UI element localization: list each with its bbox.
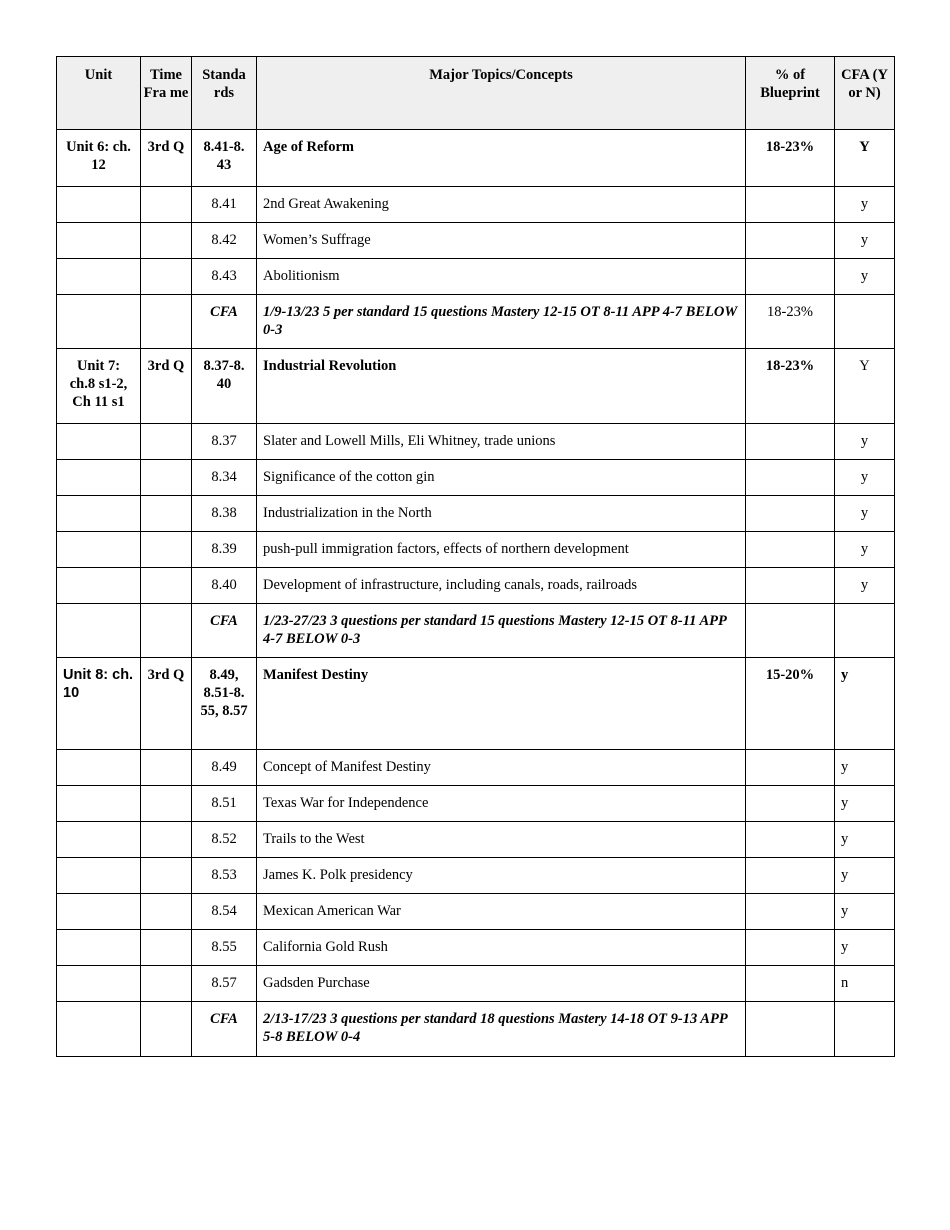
topic-cell: James K. Polk presidency [257,858,746,894]
time-frame-cell: 3rd Q [141,349,192,424]
cfa-cell: y [835,894,895,930]
cfa-cell: Y [835,349,895,424]
cfa-cell: y [835,858,895,894]
cfa-cell: y [835,532,895,568]
topic-cell: Manifest Destiny [257,658,746,750]
table-row [57,223,895,259]
cfa-row [57,1002,895,1057]
header-blueprint: % of Blueprint [746,57,835,130]
topic-cell: Abolitionism [257,259,746,295]
cfa-cell: y [835,223,895,259]
unit-cell: Unit 7: ch.8 s1-2, Ch 11 s1 [57,349,141,424]
topic-cell: California Gold Rush [257,930,746,966]
cfa-blueprint-cell: 18-23% [746,295,835,349]
topic-cell: Development of infrastructure, including canals, roads, railroads [257,568,746,604]
cfa-description-cell: 1/9-13/23 5 per standard 15 questions Mastery 12-15 OT 8-11 APP 4-7 BELOW 0-3 [257,295,746,349]
topic-cell: Age of Reform [257,130,746,187]
standard-cell: 8.42 [192,223,257,259]
table-row [57,750,895,786]
blueprint-cell: 18-23% [746,349,835,424]
cfa-cell: y [835,460,895,496]
standard-cell: 8.52 [192,822,257,858]
unit-cell: Unit 6: ch. 12 [57,130,141,187]
standard-cell: 8.54 [192,894,257,930]
topic-cell: Significance of the cotton gin [257,460,746,496]
topic-cell: Industrial Revolution [257,349,746,424]
curriculum-blueprint-table [56,56,895,1057]
standard-cell: 8.57 [192,966,257,1002]
standard-cell: 8.37 [192,424,257,460]
table-row [57,786,895,822]
header-cfa: CFA (Y or N) [835,57,895,130]
cfa-row [57,604,895,658]
topic-cell: 2nd Great Awakening [257,187,746,223]
cfa-blueprint-cell [746,1002,835,1057]
cfa-row [57,295,895,349]
topic-cell: Concept of Manifest Destiny [257,750,746,786]
standard-cell: 8.40 [192,568,257,604]
cfa-label-cell: CFA [192,295,257,349]
table-row [57,259,895,295]
unit-row [57,130,895,187]
standards-cell: 8.41-8. 43 [192,130,257,187]
table-row [57,424,895,460]
standard-cell: 8.49 [192,750,257,786]
topic-cell: push-pull immigration factors, effects of northern development [257,532,746,568]
cfa-blueprint-cell [746,604,835,658]
topic-cell: Slater and Lowell Mills, Eli Whitney, trade unions [257,424,746,460]
cfa-cell: Y [835,130,895,187]
topic-cell: Texas War for Independence [257,786,746,822]
cfa-label-cell: CFA [192,1002,257,1057]
standard-cell: 8.39 [192,532,257,568]
topic-cell: Mexican American War [257,894,746,930]
cfa-cell: y [835,750,895,786]
cfa-cell: y [835,822,895,858]
cfa-cell: y [835,786,895,822]
topic-cell: Trails to the West [257,822,746,858]
cfa-cell: y [835,187,895,223]
table-row [57,858,895,894]
header-row [57,57,895,130]
table-row [57,822,895,858]
unit-row [57,658,895,750]
topic-cell: Industrialization in the North [257,496,746,532]
standard-cell: 8.51 [192,786,257,822]
cfa-cell: y [835,658,895,750]
cfa-cell: y [835,259,895,295]
cfa-cell: y [835,496,895,532]
table-row [57,532,895,568]
cfa-description-cell: 1/23-27/23 3 questions per standard 15 questions Mastery 12-15 OT 8-11 APP 4-7 BELOW 0-3 [257,604,746,658]
standard-cell: 8.38 [192,496,257,532]
standard-cell: 8.43 [192,259,257,295]
table-row [57,496,895,532]
standard-cell: 8.55 [192,930,257,966]
cfa-cell: y [835,930,895,966]
table-row [57,187,895,223]
cfa-label-cell: CFA [192,604,257,658]
table-row [57,568,895,604]
standard-cell: 8.41 [192,187,257,223]
time-frame-cell: 3rd Q [141,658,192,750]
header-topics: Major Topics/Concepts [257,57,746,130]
table-row [57,930,895,966]
cfa-cell: y [835,568,895,604]
topic-cell: Gadsden Purchase [257,966,746,1002]
cfa-cell: y [835,424,895,460]
topic-cell: Women’s Suffrage [257,223,746,259]
unit-cell: Unit 8: ch. 10 [57,658,141,750]
table-row [57,966,895,1002]
blueprint-cell: 15-20% [746,658,835,750]
unit-row [57,349,895,424]
standards-cell: 8.37-8. 40 [192,349,257,424]
header-standards: Standa rds [192,57,257,130]
time-frame-cell: 3rd Q [141,130,192,187]
cfa-cell: n [835,966,895,1002]
standard-cell: 8.34 [192,460,257,496]
header-time-frame: Time Fra me [141,57,192,130]
standards-cell: 8.49, 8.51-8. 55, 8.57 [192,658,257,750]
header-unit: Unit [57,57,141,130]
standard-cell: 8.53 [192,858,257,894]
table-row [57,460,895,496]
cfa-description-cell: 2/13-17/23 3 questions per standard 18 questions Mastery 14-18 OT 9-13 APP 5-8 BELOW 0-4 [257,1002,746,1057]
table-row [57,894,895,930]
blueprint-cell: 18-23% [746,130,835,187]
